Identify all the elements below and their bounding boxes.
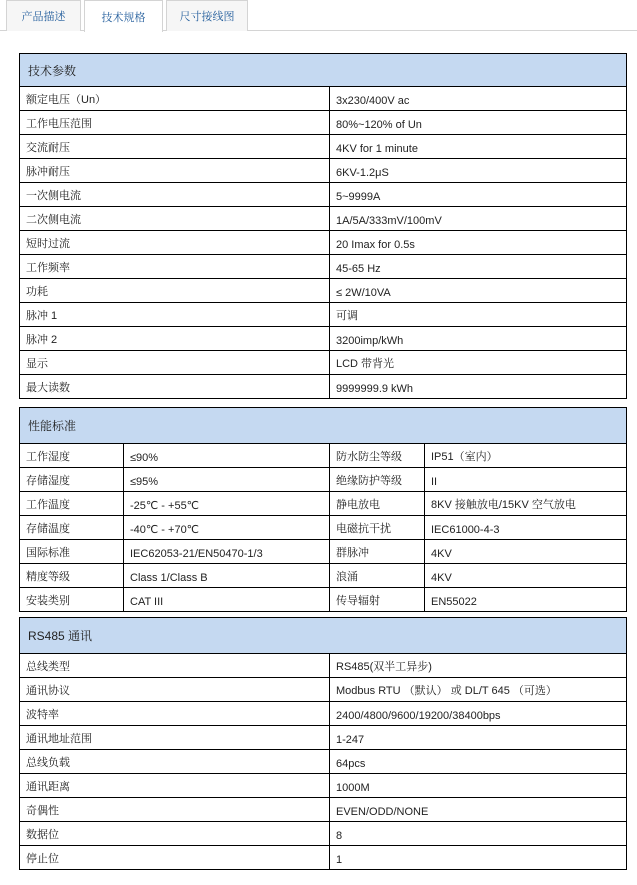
param-label: 通讯地址范围 [20,726,330,750]
table-row [20,726,627,750]
table-row [20,798,627,822]
param-value: IP51（室内） [425,444,627,468]
param-value: 45-65 Hz [330,255,627,279]
param-label: 工作湿度 [20,444,124,468]
param-value: 可调 [330,303,627,327]
table-row [20,255,627,279]
param-value: 4KV for 1 minute [330,135,627,159]
param-value: EN55022 [425,588,627,612]
param-value: ≤90% [124,444,330,468]
table-row [20,774,627,798]
param-label: 二次侧电流 [20,207,330,231]
param-label: 额定电压（Un） [20,87,330,111]
param-label: 工作电压范围 [20,111,330,135]
param-label: 奇偶性 [20,798,330,822]
param-value: 3200imp/kWh [330,327,627,351]
table-row [20,750,627,774]
param-value: 5~9999A [330,183,627,207]
param-label: 工作频率 [20,255,330,279]
param-label: 绝缘防护等级 [330,468,425,492]
param-value: 20 Imax for 0.5s [330,231,627,255]
param-label: 总线负载 [20,750,330,774]
table-title: RS485 通讯 [20,618,627,654]
performance-table [19,407,627,612]
param-label: 一次侧电流 [20,183,330,207]
param-label: 最大读数 [20,375,330,399]
table-row [20,702,627,726]
param-label: 精度等级 [20,564,124,588]
table-row [20,207,627,231]
param-label: 通讯协议 [20,678,330,702]
param-value: 4KV [425,540,627,564]
param-value: 8 [330,822,627,846]
param-value: 3x230/400V ac [330,87,627,111]
param-value: IEC61000-4-3 [425,516,627,540]
param-value: II [425,468,627,492]
table-row [20,564,627,588]
param-label: 停止位 [20,846,330,870]
param-value: 6KV-1.2μS [330,159,627,183]
param-value: 1-247 [330,726,627,750]
table-row [20,159,627,183]
param-label: 传导辐射 [330,588,425,612]
table-title: 技术参数 [20,54,627,87]
table-row [20,444,627,468]
table-header-row [20,54,627,87]
tab-bar [0,0,637,31]
table-row [20,279,627,303]
tab-label: 技术规格 [101,11,146,24]
param-label: 显示 [20,351,330,375]
table-header-row [20,408,627,444]
param-label: 通讯距离 [20,774,330,798]
table-row [20,492,627,516]
table-row [20,678,627,702]
param-label: 短时过流 [20,231,330,255]
param-value: ≤95% [124,468,330,492]
tech-params-table [19,53,627,399]
param-value: 2400/4800/9600/19200/38400bps [330,702,627,726]
table-row [20,516,627,540]
table-row [20,468,627,492]
param-value: 8KV 接触放电/15KV 空气放电 [425,492,627,516]
table-row [20,87,627,111]
param-value: 9999999.9 kWh [330,375,627,399]
param-label: 波特率 [20,702,330,726]
param-value: IEC62053-21/EN50470-1/3 [124,540,330,564]
table-row [20,540,627,564]
param-value: 1 [330,846,627,870]
table-row [20,846,627,870]
param-value: Modbus RTU （默认） 或 DL/T 645 （可选） [330,678,627,702]
table-row [20,588,627,612]
param-value: RS485(双半工异步) [330,654,627,678]
param-label: 功耗 [20,279,330,303]
table-row [20,231,627,255]
param-label: 工作温度 [20,492,124,516]
param-label: 存储温度 [20,516,124,540]
param-value: -25℃ - +55℃ [124,492,330,516]
param-label: 安装类别 [20,588,124,612]
param-label: 数据位 [20,822,330,846]
table-row [20,375,627,399]
param-label: 电磁抗干扰 [330,516,425,540]
param-label: 脉冲 2 [20,327,330,351]
tab-technical-specs[interactable] [84,0,163,32]
tab-label: 尺寸接线图 [179,11,235,23]
param-label: 浪涌 [330,564,425,588]
param-value: CAT III [124,588,330,612]
param-value: 64pcs [330,750,627,774]
table-row [20,303,627,327]
param-label: 国际标准 [20,540,124,564]
table-row [20,654,627,678]
table-row [20,111,627,135]
table-row [20,183,627,207]
rs485-table [19,617,627,870]
param-label: 总线类型 [20,654,330,678]
tab-dimension-wiring[interactable] [166,0,248,31]
param-value: LCD 带背光 [330,351,627,375]
table-header-row [20,618,627,654]
param-label: 脉冲耐压 [20,159,330,183]
param-label: 交流耐压 [20,135,330,159]
param-label: 静电放电 [330,492,425,516]
param-value: ≤ 2W/10VA [330,279,627,303]
param-label: 群脉冲 [330,540,425,564]
table-row [20,327,627,351]
param-value: 80%~120% of Un [330,111,627,135]
param-label: 存储湿度 [20,468,124,492]
param-label: 防水防尘等级 [330,444,425,468]
param-value: EVEN/ODD/NONE [330,798,627,822]
tab-product-description[interactable] [6,0,81,31]
tab-label: 产品描述 [21,11,66,23]
param-value: 4KV [425,564,627,588]
table-title: 性能标准 [20,408,627,444]
table-row [20,351,627,375]
param-value: Class 1/Class B [124,564,330,588]
table-row [20,822,627,846]
param-value: -40℃ - +70℃ [124,516,330,540]
param-value: 1A/5A/333mV/100mV [330,207,627,231]
param-value: 1000M [330,774,627,798]
table-row [20,135,627,159]
param-label: 脉冲 1 [20,303,330,327]
